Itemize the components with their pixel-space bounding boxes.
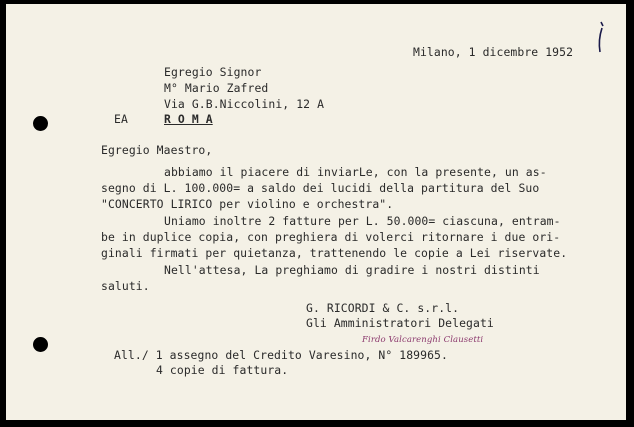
punch-hole-bottom — [33, 337, 48, 352]
addressee-city: R O M A — [164, 112, 213, 126]
addressee-line: Egregio Signor — [164, 65, 262, 79]
body-line: be in duplice copia, con preghiera di volerci ritornare i due ori- — [101, 230, 561, 244]
body-line: abbiamo il piacere di inviarLe, con la presente, un as- — [164, 165, 547, 179]
signature-stamp: Firdo Valcarenghi Clausetti — [362, 335, 484, 345]
reference-code: EA — [114, 112, 128, 126]
signature-company: G. RICORDI & C. s.r.l. — [306, 301, 460, 315]
enclosure-line: 4 copie di fattura. — [156, 363, 289, 377]
addressee-line: M° Mario Zafred — [164, 81, 269, 95]
signature-title: Gli Amministratori Delegati — [306, 316, 494, 330]
pen-mark — [595, 20, 605, 56]
body-line: segno di L. 100.000= a saldo dei lucidi della partitura del Suo — [101, 181, 540, 195]
salutation: Egregio Maestro, — [101, 143, 213, 157]
letter-page — [6, 4, 626, 420]
enclosure-line: All./ 1 assegno del Credito Varesino, N° 189965. — [114, 348, 448, 362]
body-line: saluti. — [101, 279, 150, 293]
body-line: Nell'attesa, La preghiamo di gradire i nostri distinti — [164, 263, 540, 277]
body-line: ginali firmati per quietanza, trattenendo le copie a Lei riservate. — [101, 246, 568, 260]
letter-date: Milano, 1 dicembre 1952 — [413, 45, 574, 59]
punch-hole-top — [33, 116, 48, 131]
body-line: "CONCERTO LIRICO per violino e orchestra". — [101, 197, 394, 211]
addressee-line: Via G.B.Niccolini, 12 A — [164, 97, 325, 111]
body-line: Uniamo inoltre 2 fatture per L. 50.000= ciascuna, entram- — [164, 214, 561, 228]
